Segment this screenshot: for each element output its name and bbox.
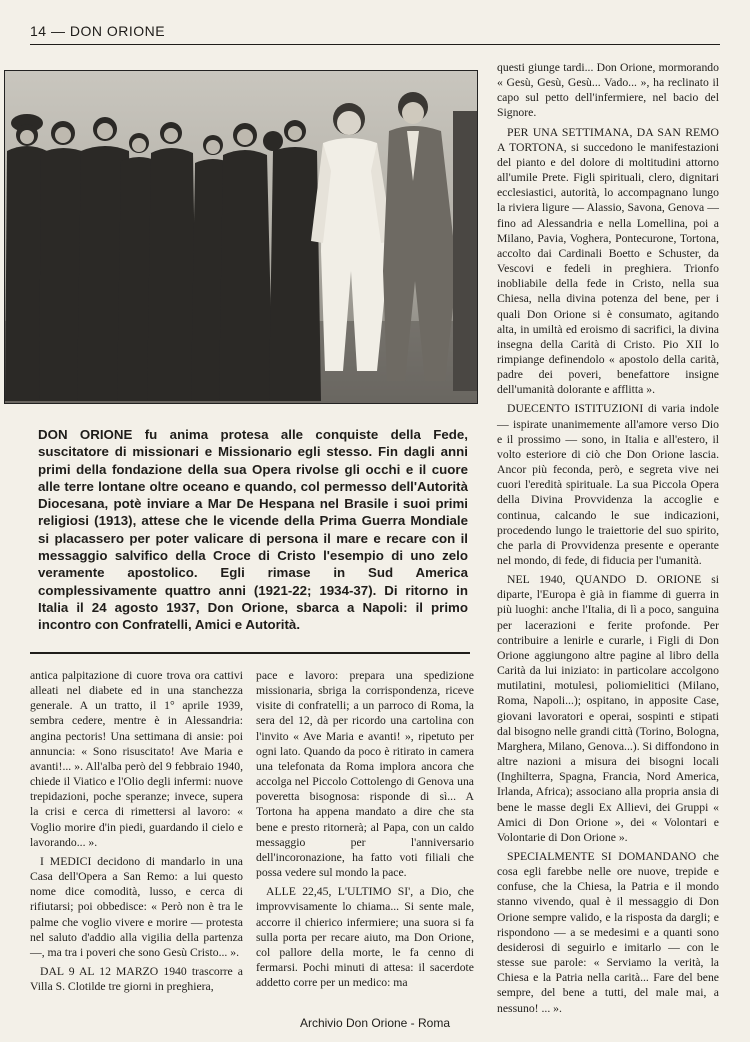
paragraph: SPECIALMENTE SI DOMANDANO che cosa egli farebbe nelle ore nuove, trepide e confuse, che la Chiesa, la Patria e il mondo stanno vivendo, qual è il messaggio di Don Orione sempre valido, e la risposta da dargli; e rispondono — a se medesimi e a quanti sono desiderosi di seguirlo e imitarlo — con le stesse sue parole: « Serviamo la verità, la Chiesa e la Patria nella carità... Fare del bene sempre, del bene a tutti, del male mai, a nessuno! ... ». <box>497 849 719 1015</box>
archive-footer: Archivio Don Orione - Roma <box>299 1016 451 1030</box>
paragraph: I MEDICI decidono di mandarlo in una Casa dell'Opera a San Remo: a lui questo nome dice comodità, lusso, e cerca di rifiutarsi; poi obbedisce: « Però non è tra le palme che voglio vivere e morire — protesta nel saluto d'addio alla vigilia della partenza —, ma tra i poveri che sono Gesù Cristo... ». <box>30 854 243 959</box>
group-photo <box>4 70 478 404</box>
paragraph: antica palpitazione di cuore trova ora cattivi alleati nel diabete ed in una stanchezza generale. A un tratto, il 1° aprile 1939, sembra cedere, mentre è in Alessandria: angina pectoris! Una settimana di ansie: poi annuncia: « Sono risuscitato! Ave Maria e avanti!... ». All'alba però del 9 febbraio 1940, chiede il Viatico e l'Olio degli infermi: nuove trepidazioni, poche speranze; invece, supera la crisi e cerca di rimettersi al lavoro: « Voglio morire d'in piedi, guardando il cielo e lavorando... ». <box>30 669 243 849</box>
paragraph: pace e lavoro: prepara una spedizione missionaria, sbriga la corrispondenza, riceve visite di confratelli; a un parroco di Roma, la sera del 12, dà per ricordo una cartolina con l'invito « Ave Maria e avanti! », ripetuto per ogni lato. Quando da poco è ritirato in camera una telefonata da Roma implora ancora che accolga nel Piccolo Cottolengo di Genova una poveretta bisognosa: risponde di sì... A Tortona ha appena mandato a dire che sta bene e presto ritornerà; al Papa, con un caldo messaggio per l'anniversario dell'incoronazione, ha fatto voti filiali che possa vedere sul mondo la pace. <box>256 669 474 880</box>
group-photo-image <box>5 71 477 403</box>
paragraph: ALLE 22,45, L'ULTIMO SI', a Dio, che improvvisamente lo chiama... Si sente male, accorre il chierico infermiere; una suora si fa sulla porta per recare aiuto, ma Don Orione, col pallore della morte, le fa cenno di fermarsi. Pochi minuti di attesa: il sacerdote addetto corre per un medico: ma <box>256 885 474 990</box>
page-header <box>30 20 720 45</box>
paragraph: PER UNA SETTIMANA, DA SAN REMO A TORTONA, si succedono le manifestazioni del pianto e del dolore di moltitudini attorno all'umile Prete. Figli spirituali, clero, dignitari ecclesiastici, autorità, lo accompagnano lungo la riviera ligure — Alassio, Savona, Genova — fino ad Alessandria e nella Lomellina, poi a Milano, Pavia, Voghera, Pontecurone, Tortona, accolto dai Cardinali Boetto e Schuster, da Vescovi e fedeli in preghiera. Trionfo inobliabile della fede in Cristo, nella sua Chiesa, nella divina potenza del bene, per i quali Don Orione si è consumato, agitando alta, in umiltà ed eroismo di sacrifici, la divina insegna della Carità di Cristo. Pio XII lo rimpiange definendolo « apostolo della carità, padre dei poveri, benefattore insigne dell'umanità dolorante e afflitta ». <box>497 125 719 397</box>
section-divider <box>30 652 470 654</box>
paragraph: questi giunge tardi... Don Orione, mormorando « Gesù, Gesù, Gesù... Vado... », ha reclinato il capo sul petto dell'infermiere, nel bacio del Signore. <box>497 61 719 120</box>
paragraph: DUECENTO ISTITUZIONI di varia indole — ispirate unanimemente all'amore verso Dio e il prossimo — sono, in Italia e all'estero, il volto esteriore di ciò che Don Orione lascia. Ancor più feconda, però, e segreta vive nei cuori l'eredità spirituale. La sua Piccola Opera della Divina Provvidenza la accoglie e continua, calcando le sue indicazioni, procedendo lungo le traiettorie del suo spirito, che parla di Provvidenza presente e operante nel mondo, di fede, di fiducia per l'umanità. <box>497 402 719 567</box>
text-column-3 <box>497 60 719 1016</box>
page-number-title: 14 — DON ORIONE <box>30 23 166 39</box>
text-column-1 <box>30 668 243 994</box>
paragraph: DAL 9 AL 12 MARZO 1940 trascorre a Villa S. Clotilde tre giorni in preghiera, <box>30 964 243 994</box>
text-column-2 <box>256 668 474 990</box>
photo-caption: DON ORIONE fu anima protesa alle conquiste della Fede, suscitatore di missionari e Missionario egli stesso. Fin dagli anni primi della fondazione della sua Opera rivolse gli occhi e il cuore alle terre lontane oltre oceano e quando, col permesso dell'Autorità Diocesana, potè inviare a Mar De Hespana nel Brasile i suoi primi religiosi (1913), attese che le vicende della Prima Guerra Mondiale si placassero per poter valicare di persona il mare e recare con il messaggio salvifico della Croce di Cristo l'esempio di uno zelo veramente apostolico. Egli rimase in Sud America complessivamente quattro anni (1921-22; 1934-37). Di ritorno in Italia il 24 agosto 1937, Don Orione, sbarca a Napoli: il primo incontro con Confratelli, Amici e Autorità. <box>38 427 468 633</box>
paragraph: NEL 1940, QUANDO D. ORIONE si diparte, l'Europa è già in fiamme di guerra in più luoghi: anche l'Italia, di lì a poco, sanguina per lacerazioni e ferite profonde. Per contribuire a lenirle e curarle, i Figli di Don Orione aggiungono altre pagine al libro della Carità da lui iniziato: in particolare accolgono mutilatini, motulesi, poliomielitici (Milano, Roma, Napoli...); ospitano, in apposite Case, giovani lavoratori e operai, sospinti e stipati dal bisogno nelle grandi città (Torino, Bologna, Marghera, Milano, Genova...). Si diffondono in altre nazioni a misura dei bisogni locali (Inghilterra, Spagna, Francia, Nord America, Irlanda, Africa); associano alla propria ansia di bene le masse degli Ex Allievi, dei Gruppi « Amici di Don Orione », dei « Volontari e Volontarie di Don Orione ». <box>497 573 719 844</box>
